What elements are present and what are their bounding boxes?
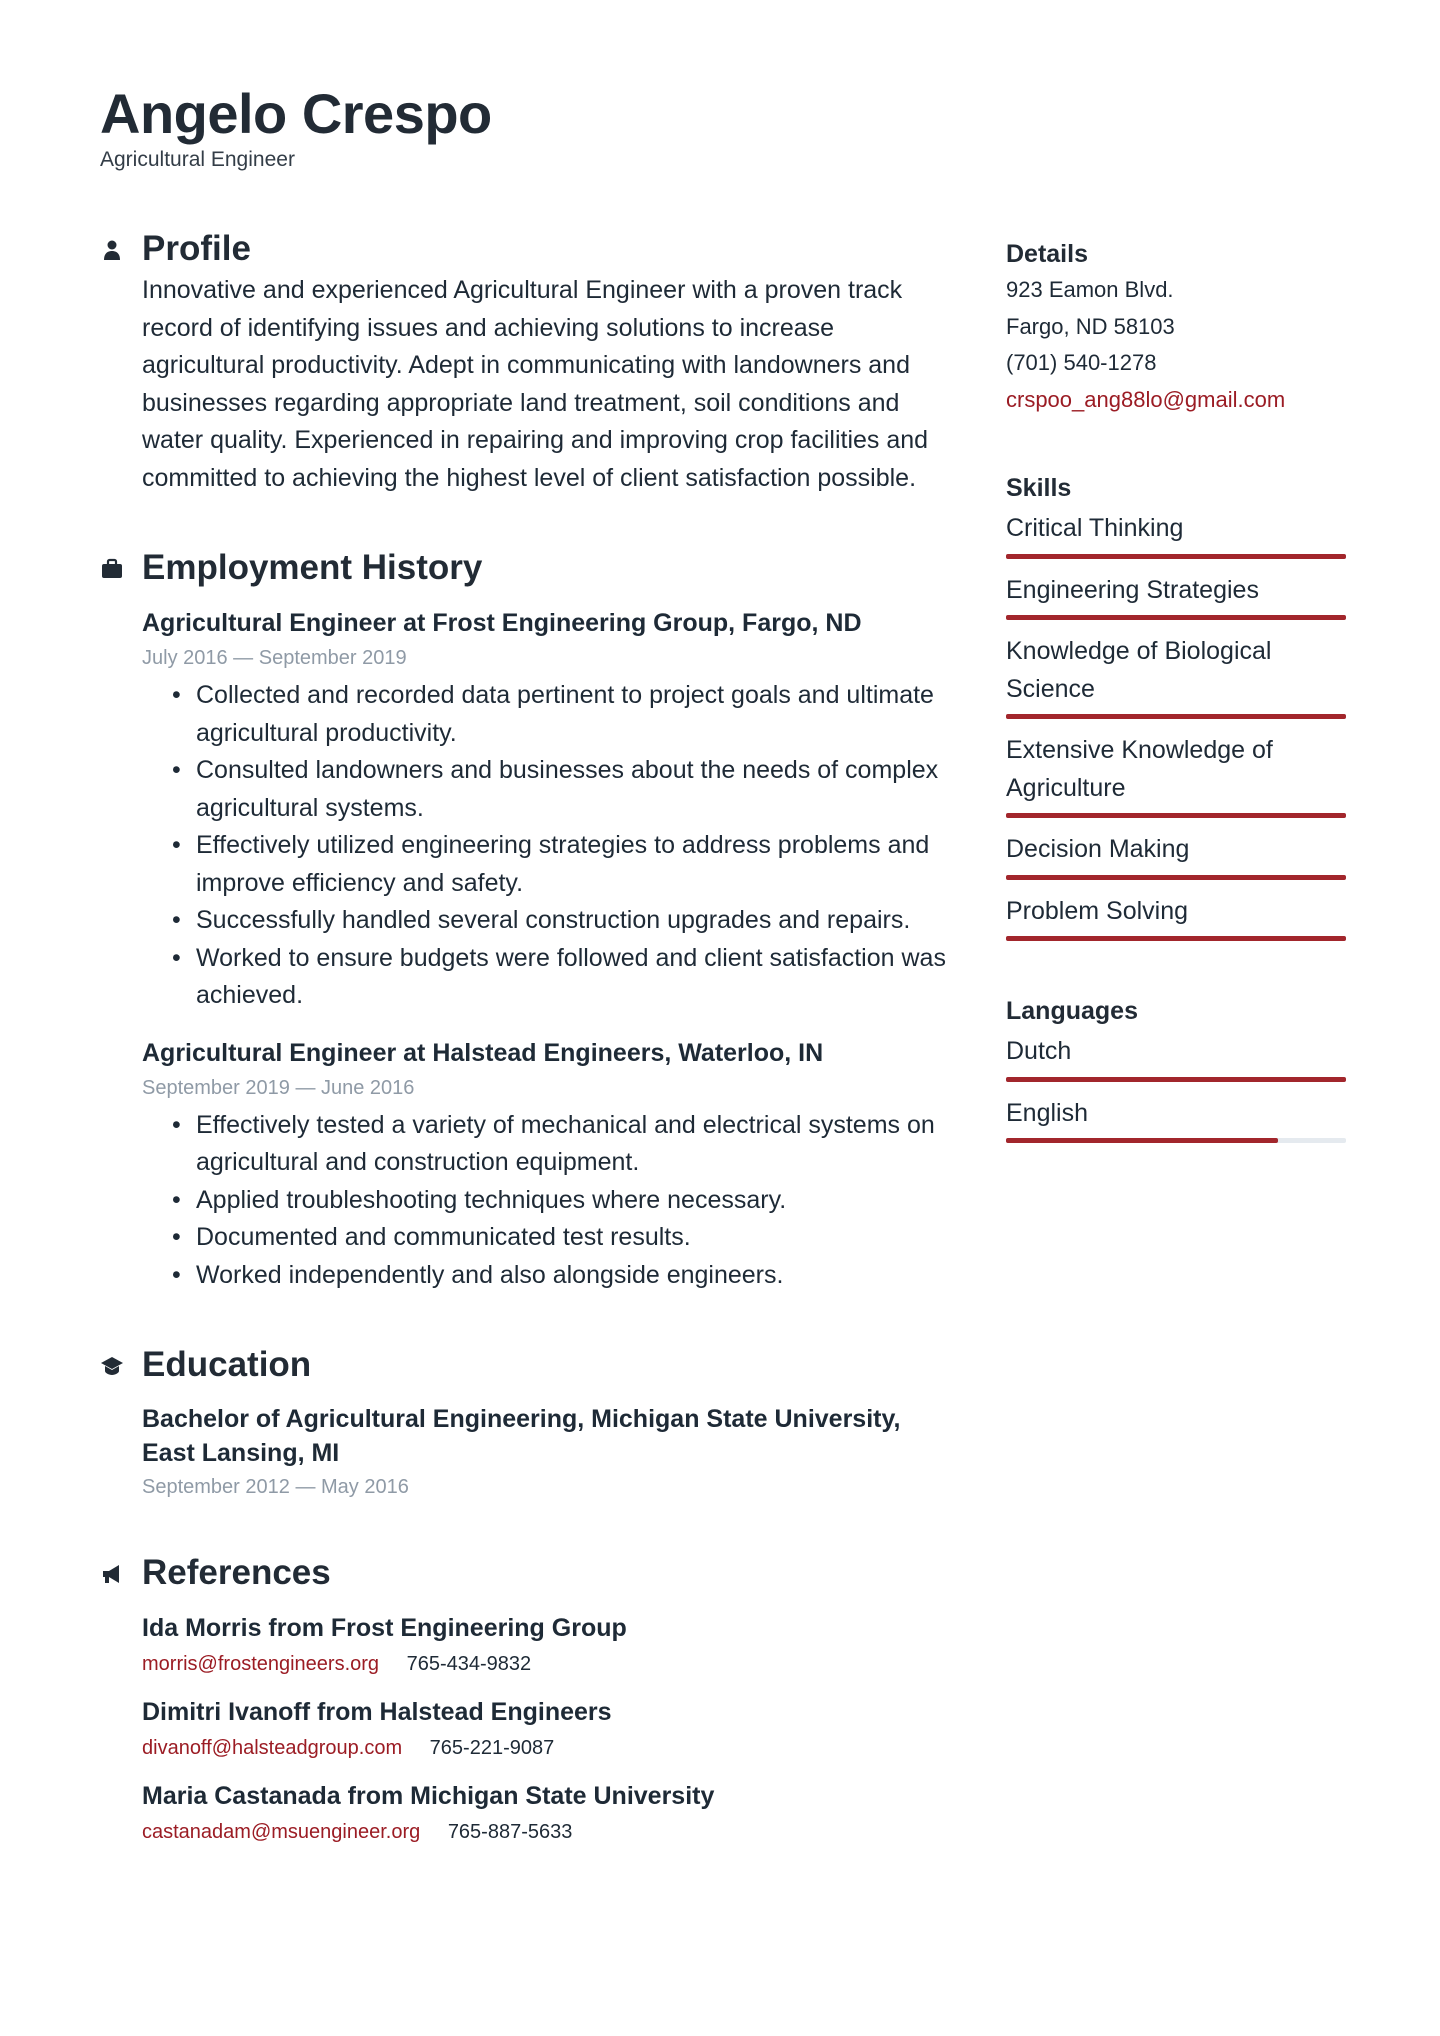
skills-heading: Skills xyxy=(1006,474,1072,502)
bullet-item: • Documented and communicated test results. xyxy=(142,1219,960,1257)
job-dates: September 2019 — June 2016 xyxy=(142,1076,415,1099)
bullet-item: • Applied troubleshooting techniques where necessary. xyxy=(142,1182,960,1220)
level-bar-fill xyxy=(1006,813,1346,818)
bullet-item: • Worked to ensure budgets were followed and client satisfaction was achieved. xyxy=(142,940,960,1015)
address-line-2: Fargo, ND 58103 xyxy=(1006,313,1175,339)
level-bar-fill xyxy=(1006,1138,1278,1143)
level-bar xyxy=(1006,615,1346,620)
level-bar-fill xyxy=(1006,1077,1346,1082)
bullet-item: • Successfully handled several construction upgrades and repairs. xyxy=(142,902,960,940)
candidate-name: Angelo Crespo xyxy=(100,82,492,145)
briefcase-icon xyxy=(100,557,124,581)
education-section xyxy=(100,1342,960,1502)
megaphone-icon xyxy=(100,1562,124,1586)
skill-item xyxy=(1006,633,1348,719)
graduation-cap-icon xyxy=(100,1354,124,1378)
skill-item xyxy=(1006,893,1348,942)
level-bar xyxy=(1006,1138,1346,1143)
level-bar-fill xyxy=(1006,554,1346,559)
details-heading: Details xyxy=(1006,240,1088,268)
employment-section xyxy=(100,545,960,1294)
job-heading: Agricultural Engineer at Halstead Engineers, Waterloo, IN xyxy=(142,1038,824,1067)
section-title: Education xyxy=(142,1345,312,1384)
skill-name: Knowledge of Biological Science xyxy=(1006,637,1272,703)
skill-item xyxy=(1006,572,1348,621)
section-header xyxy=(100,1342,960,1388)
reference-name: Ida Morris from Frost Engineering Group xyxy=(142,1614,627,1642)
level-bar-fill xyxy=(1006,615,1346,620)
job-heading: Agricultural Engineer at Frost Engineering Group, Fargo, ND xyxy=(142,609,862,637)
skill-name: Decision Making xyxy=(1006,835,1190,863)
reference-email-link[interactable]: castanadam@msuengineer.org xyxy=(142,1821,421,1843)
section-header xyxy=(100,226,960,272)
reference-entry xyxy=(142,1610,960,1680)
degree-dates: September 2012 — May 2016 xyxy=(142,1476,409,1498)
skill-item xyxy=(1006,1033,1348,1082)
profile-section xyxy=(100,226,960,497)
email-link[interactable]: crspoo_ang88lo@gmail.com xyxy=(1006,386,1286,412)
job-dates: July 2016 — September 2019 xyxy=(142,647,407,669)
skill-name: Extensive Knowledge of Agriculture xyxy=(1006,736,1273,802)
job-title: Agricultural Engineer xyxy=(100,148,295,171)
references-section xyxy=(100,1550,960,1848)
profile-summary: Innovative and experienced Agricultural Engineer with a proven track record of identifying issues and achieving solutions to increase agricultural productivity. Adept in communicating with landowners and businesses regarding appropriate land treatment, soil conditions and water quality. Experienced in repairing and improving crop facilities and committed to achieving the highest level of client satisfaction possible. xyxy=(142,276,929,492)
job-bullets xyxy=(142,1107,960,1295)
reference-name: Dimitri Ivanoff from Halstead Engineers xyxy=(142,1698,612,1726)
reference-name: Maria Castanada from Michigan State University xyxy=(142,1782,715,1810)
level-bar-fill xyxy=(1006,714,1346,719)
section-title: References xyxy=(142,1553,331,1592)
bullet-item: • Effectively utilized engineering strategies to address problems and improve efficiency and safety. xyxy=(142,827,960,902)
languages-block xyxy=(1006,993,1348,1143)
skill-item xyxy=(1006,510,1348,559)
bullet-item: • Effectively tested a variety of mechanical and electrical systems on agricultural and construction equipment. xyxy=(142,1107,960,1182)
skill-name: Dutch xyxy=(1006,1037,1072,1065)
reference-entry xyxy=(142,1778,960,1848)
level-bar xyxy=(1006,554,1346,559)
section-title: Profile xyxy=(142,229,251,268)
level-bar xyxy=(1006,1077,1346,1082)
level-bar-fill xyxy=(1006,936,1346,941)
reference-phone: 765-887-5633 xyxy=(447,1821,573,1843)
skill-name: Problem Solving xyxy=(1006,896,1189,925)
skill-name: Critical Thinking xyxy=(1006,514,1184,542)
section-header xyxy=(100,1550,960,1596)
bullet-item: • Worked independently and also alongside engineers. xyxy=(142,1257,960,1295)
section-header xyxy=(100,545,960,591)
languages-heading: Languages xyxy=(1006,997,1138,1025)
user-icon xyxy=(100,238,124,262)
main-column xyxy=(100,226,960,1896)
job-entry xyxy=(142,605,960,1015)
reference-phone: 765-434-9832 xyxy=(406,1653,532,1675)
degree-heading: Bachelor of Agricultural Engineering, Michigan State University, East Lansing, MI xyxy=(142,1405,901,1467)
reference-phone: 765-221-9087 xyxy=(429,1737,555,1759)
level-bar xyxy=(1006,936,1346,941)
level-bar-fill xyxy=(1006,875,1346,880)
skill-item xyxy=(1006,1095,1348,1144)
skill-item xyxy=(1006,831,1348,880)
details-block xyxy=(1006,236,1348,418)
bullet-item: • Collected and recorded data pertinent to project goals and ultimate agricultural productivity. xyxy=(142,677,960,752)
phone-number: (701) 540-1278 xyxy=(1006,350,1157,375)
level-bar xyxy=(1006,714,1346,719)
reference-email-link[interactable]: divanoff@halsteadgroup.com xyxy=(142,1737,403,1759)
reference-email-link[interactable]: morris@frostengineers.org xyxy=(142,1653,380,1675)
skill-item xyxy=(1006,732,1348,818)
sidebar xyxy=(1006,236,1348,1195)
job-bullets xyxy=(142,677,960,1015)
skill-name: Engineering Strategies xyxy=(1006,575,1259,604)
job-entry xyxy=(142,1035,960,1295)
level-bar xyxy=(1006,813,1346,818)
level-bar xyxy=(1006,875,1346,880)
skills-block xyxy=(1006,470,1348,941)
bullet-item: • Consulted landowners and businesses about the needs of complex agricultural systems. xyxy=(142,752,960,827)
skill-name: English xyxy=(1006,1098,1088,1127)
address-line-1: 923 Eamon Blvd. xyxy=(1006,277,1174,302)
section-title: Employment History xyxy=(142,548,483,587)
reference-entry xyxy=(142,1694,960,1764)
